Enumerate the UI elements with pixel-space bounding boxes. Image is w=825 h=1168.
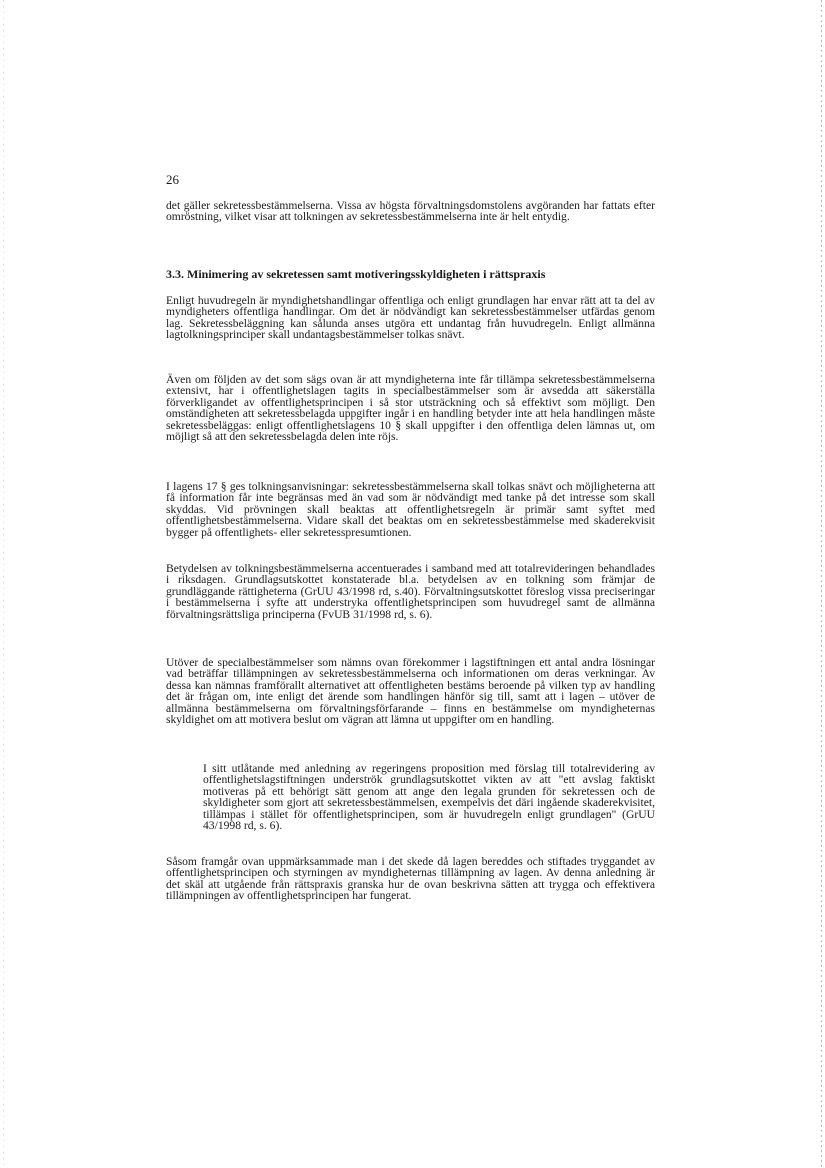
scan-edge-left xyxy=(3,0,4,1168)
block-quote: I sitt utlåtande med anledning av regeringens proposition med förslag till totalrevidering av offentlighetslagstiftningen underströk grundlagsutskottet vikten av att "ett avslag faktiskt motiveras på ett behörigt sätt genom att ange den legala grunden för sekretessen och de skyldigheter som gjort att sekretessbestämmelsen, exempelvis det däri ingående skaderekvisitet, tillämpas i stället för offentlighetsprincipen, som är huvudregeln enligt grundlagen" (GrUU 43/1998 rd, s. 6). xyxy=(203,762,655,833)
section-heading: 3.3. Minimering av sekretessen samt motiveringsskyldigheten i rättspraxis xyxy=(166,267,546,281)
paragraph-5: Utöver de specialbestämmelser som nämns ovan förekommer i lagstiftningen ett antal andra lösningar vad beträffar tillämpningen av sekretessbestämmelserna och informationen om deras verkningar. Av dessa kan nämnas framförallt alternativet att offentligheten bestäms beroende på vilken typ av handling det är frågan om, inte enligt det ärende som handlingen hänför sig till, samt att i lagen – utöver de allmänna bestämmelserna om förvaltningsförfarande – finns en bestämmelse om myndigheternas skyldighet om att motivera beslut om vägran att lämna ut uppgifter om en handling. xyxy=(166,656,655,727)
intro-paragraph: det gäller sekretessbestämmelserna. Vissa av högsta förvaltningsdomstolens avgöranden har fattats efter omröstning, vilket visar att tolkningen av sekretessbestämmelserna inte är helt entydig. xyxy=(166,199,655,224)
paragraph-3: I lagens 17 § ges tolkningsanvisningar: sekretessbestämmelserna skall tolkas snävt och möjligheterna att få information får inte begränsas med än vad som är nödvändigt med tanke på det intresse som skall skyddas. Vid prövningen skall beaktas att offentlighetsregeln är primär samt syftet med offentlighetsbestämmelserna. Vidare skall det beaktas om en sekretessbestämmelse med skaderekvisit bygger på offentlighets- eller sekretesspresumtionen. xyxy=(166,480,655,539)
paragraph-2: Även om följden av det som sägs ovan är att myndigheterna inte får tillämpa sekretessbestämmelserna extensivt, har i offentlighetslagen tagits in specialbestämmelser som är avsedda att säkerställa förverkligandet av offentlighetsprincipen i så stor utsträckning och så effektivt som möjligt. Den omständigheten att sekretessbelagda uppgifter ingår i en handling betyder inte att hela handlingen måste sekretessbeläggas: enligt offentlighetslagens 10 § skall uppgifter i den offentliga delen lämnas ut, om möjligt så att den sekretessbelagda delen inte röjs. xyxy=(166,373,655,444)
page-number: 26 xyxy=(166,172,179,187)
paragraph-4: Betydelsen av tolkningsbestämmelserna accentuerades i samband med att totalrevideringen behandlades i riksdagen. Grundlagsutskottet konstaterade bl.a. betydelsen av en tolkning som främjar de grundläggande rättigheterna (GrUU 43/1998 rd, s.40). Förvaltningsutskottet föreslog vissa preciseringar i bestämmelserna i syfte att understryka offentlighetsprincipen som huvudregel samt de allmänna förvaltningsrättsliga principerna (FvUB 31/1998 rd, s. 6). xyxy=(166,562,655,621)
paragraph-1: Enligt huvudregeln är myndighetshandlingar offentliga och enligt grundlagen har envar rätt att ta del av myndigheters offentliga handlingar. Om det är nödvändigt kan sekretessbestämmelser utfärdas genom lag. Sekretessbeläggning kan sålunda anses utgöra ett undantag från huvudregeln. Enligt allmänna lagtolkningsprinciper skall undantagsbestämmelser tolkas snävt. xyxy=(166,294,655,342)
scan-edge-right xyxy=(821,0,822,1168)
closing-paragraph: Såsom framgår ovan uppmärksammade man i det skede då lagen bereddes och stiftades tryggandet av offentlighetsprincipen och styrningen av myndigheternas tillämpning av lagen. Av denna anledning är det skäl att utgående från rättspraxis granska hur de ovan beskrivna sätten att trygga och effektivera tillämpningen av offentlighetsprincipen har fungerat. xyxy=(166,855,655,903)
